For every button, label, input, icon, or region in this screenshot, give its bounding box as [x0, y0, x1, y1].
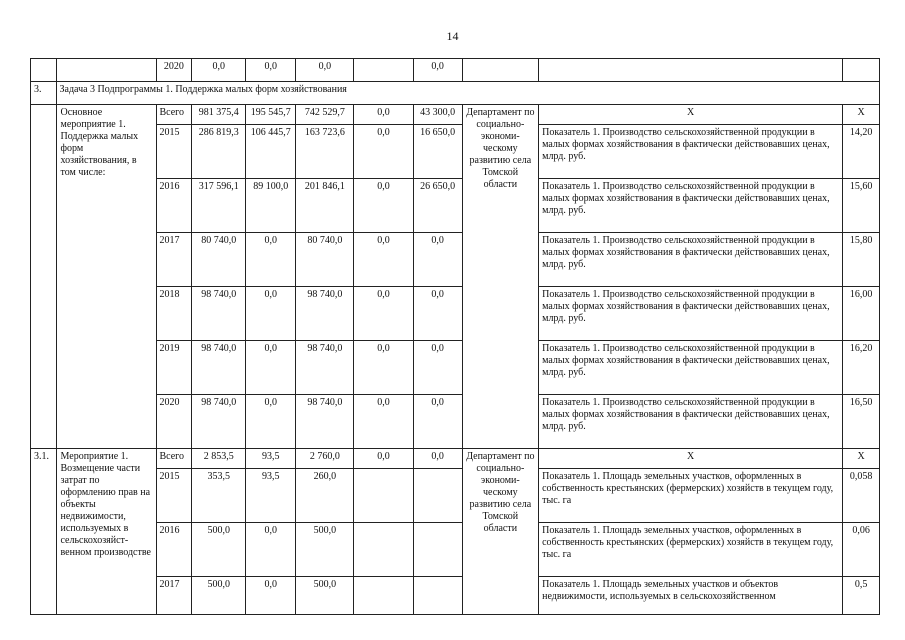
indicator-value-cell: X	[843, 105, 880, 125]
other-cell	[413, 523, 462, 577]
total-cell: 98 740,0	[192, 287, 246, 341]
regional-cell: 98 740,0	[296, 395, 354, 449]
local-cell: 0,0	[354, 233, 413, 287]
federal-cell: 195 545,7	[246, 105, 296, 125]
table-row	[31, 179, 880, 233]
indicator-cell: Показатель 1. Производство сельскохозяйственной продукции в малых формах хозяйствования в фактически действовавших ценах, млрд. руб.	[539, 287, 843, 341]
local-cell: 0,0	[354, 287, 413, 341]
federal-cell: 0,0	[246, 577, 296, 615]
other-cell	[413, 577, 462, 615]
local-cell	[354, 469, 413, 523]
indicator-value-cell: 16,20	[843, 341, 880, 395]
program-table	[30, 58, 880, 615]
total-cell: 80 740,0	[192, 233, 246, 287]
indicator-cell: Показатель 1. Производство сельскохозяйственной продукции в малых формах хозяйствования в фактически действовавших ценах, млрд. руб.	[539, 233, 843, 287]
row-number	[31, 105, 57, 449]
year-cell: 2016	[156, 523, 192, 577]
year-cell: 2015	[156, 469, 192, 523]
other-cell: 0,0	[413, 59, 462, 82]
local-cell	[354, 577, 413, 615]
other-cell: 16 650,0	[413, 125, 462, 179]
total-cell: 500,0	[192, 523, 246, 577]
indicator-cell: Показатель 1. Производство сельскохозяйственной продукции в малых формах хозяйствования в фактически действовавших ценах, млрд. руб.	[539, 125, 843, 179]
federal-cell: 0,0	[246, 523, 296, 577]
other-cell: 0,0	[413, 233, 462, 287]
indicator-cell: Показатель 1. Производство сельскохозяйственной продукции в малых формах хозяйствования в фактически действовавших ценах, млрд. руб.	[539, 341, 843, 395]
local-cell: 0,0	[354, 449, 413, 469]
other-cell: 0,0	[413, 395, 462, 449]
indicator-value-cell: 0,06	[843, 523, 880, 577]
table-row	[31, 395, 880, 449]
total-cell: 2 853,5	[192, 449, 246, 469]
indicator-value-cell: 15,80	[843, 233, 880, 287]
other-cell: 0,0	[413, 341, 462, 395]
year-cell: 2016	[156, 179, 192, 233]
task-number: 3.	[31, 82, 57, 105]
event-name: Мероприятие 1. Возмещение части затрат по оформлению прав на объекты недвижимости, используемых в сельскохозяйст-венном производстве	[56, 449, 156, 615]
regional-cell: 742 529,7	[296, 105, 354, 125]
regional-cell: 2 760,0	[296, 449, 354, 469]
local-cell: 0,0	[354, 341, 413, 395]
local-cell	[354, 523, 413, 577]
event-name: Основное мероприятие 1. Поддержка малых форм хозяйствования, в том числе:	[56, 105, 156, 449]
year-cell: Всего	[156, 449, 192, 469]
department-cell: Департамент по социально-экономи-ческому развитию села Томской области	[462, 449, 539, 615]
page-number: 14	[446, 29, 459, 43]
regional-cell: 98 740,0	[296, 341, 354, 395]
task-title: Задача 3 Подпрограммы 1. Поддержка малых форм хозяйствования	[56, 82, 880, 105]
year-cell: 2019	[156, 341, 192, 395]
department-cell: Департамент по социально-экономи-ческому развитию села Томской области	[462, 105, 539, 449]
table-row	[31, 287, 880, 341]
federal-cell: 0,0	[246, 233, 296, 287]
table-row	[31, 523, 880, 577]
other-cell: 0,0	[413, 287, 462, 341]
indicator-cell: X	[539, 449, 843, 469]
federal-cell: 0,0	[246, 287, 296, 341]
regional-cell: 260,0	[296, 469, 354, 523]
local-cell: 0,0	[354, 179, 413, 233]
indicator-value-cell: X	[843, 449, 880, 469]
regional-cell: 98 740,0	[296, 287, 354, 341]
other-cell: 0,0	[413, 449, 462, 469]
year-cell: 2017	[156, 577, 192, 615]
total-cell: 0,0	[192, 59, 246, 82]
federal-cell: 0,0	[246, 395, 296, 449]
federal-cell: 89 100,0	[246, 179, 296, 233]
indicator-cell: Показатель 1. Площадь земельных участков, оформленных в собственность крестьянских (фермерских) хозяйств в текущем году, тыс. га	[539, 469, 843, 523]
federal-cell: 93,5	[246, 449, 296, 469]
regional-cell: 500,0	[296, 577, 354, 615]
indicator-value-cell: 15,60	[843, 179, 880, 233]
regional-cell: 163 723,6	[296, 125, 354, 179]
federal-cell: 93,5	[246, 469, 296, 523]
table-body	[31, 59, 880, 615]
total-cell: 500,0	[192, 577, 246, 615]
table-row	[31, 105, 880, 125]
row-number: 3.1.	[31, 449, 57, 615]
indicator-cell: Показатель 1. Площадь земельных участков и объектов недвижимости, используемых в сельскохозяйственном	[539, 577, 843, 615]
total-cell: 98 740,0	[192, 341, 246, 395]
regional-cell: 500,0	[296, 523, 354, 577]
indicator-value-cell: 0,058	[843, 469, 880, 523]
year-cell: 2015	[156, 125, 192, 179]
table-row	[31, 82, 880, 105]
year-cell: 2020	[156, 59, 192, 82]
other-cell: 43 300,0	[413, 105, 462, 125]
local-cell: 0,0	[354, 125, 413, 179]
total-cell: 286 819,3	[192, 125, 246, 179]
regional-cell: 80 740,0	[296, 233, 354, 287]
indicator-cell: X	[539, 105, 843, 125]
year-cell: 2020	[156, 395, 192, 449]
table-row	[31, 233, 880, 287]
total-cell: 98 740,0	[192, 395, 246, 449]
indicator-cell: Показатель 1. Производство сельскохозяйственной продукции в малых формах хозяйствования в фактически действовавших ценах, млрд. руб.	[539, 179, 843, 233]
indicator-cell: Показатель 1. Производство сельскохозяйственной продукции в малых формах хозяйствования в фактически действовавших ценах, млрд. руб.	[539, 395, 843, 449]
total-cell: 317 596,1	[192, 179, 246, 233]
year-cell: 2017	[156, 233, 192, 287]
federal-cell: 0,0	[246, 341, 296, 395]
local-cell: 0,0	[354, 395, 413, 449]
other-cell: 26 650,0	[413, 179, 462, 233]
year-cell: 2018	[156, 287, 192, 341]
indicator-cell: Показатель 1. Площадь земельных участков, оформленных в собственность крестьянских (фермерских) хозяйств в текущем году, тыс. га	[539, 523, 843, 577]
regional-cell: 201 846,1	[296, 179, 354, 233]
table-row	[31, 577, 880, 615]
indicator-value-cell: 0,5	[843, 577, 880, 615]
year-cell: Всего	[156, 105, 192, 125]
table-row	[31, 125, 880, 179]
table-row	[31, 469, 880, 523]
total-cell: 353,5	[192, 469, 246, 523]
indicator-value-cell: 16,00	[843, 287, 880, 341]
table-row	[31, 59, 880, 82]
table-row	[31, 341, 880, 395]
regional-cell: 0,0	[296, 59, 354, 82]
total-cell: 981 375,4	[192, 105, 246, 125]
federal-cell: 0,0	[246, 59, 296, 82]
federal-cell: 106 445,7	[246, 125, 296, 179]
local-cell	[354, 59, 413, 82]
indicator-value-cell: 14,20	[843, 125, 880, 179]
other-cell	[413, 469, 462, 523]
local-cell: 0,0	[354, 105, 413, 125]
indicator-value-cell: 16,50	[843, 395, 880, 449]
table-row	[31, 449, 880, 469]
